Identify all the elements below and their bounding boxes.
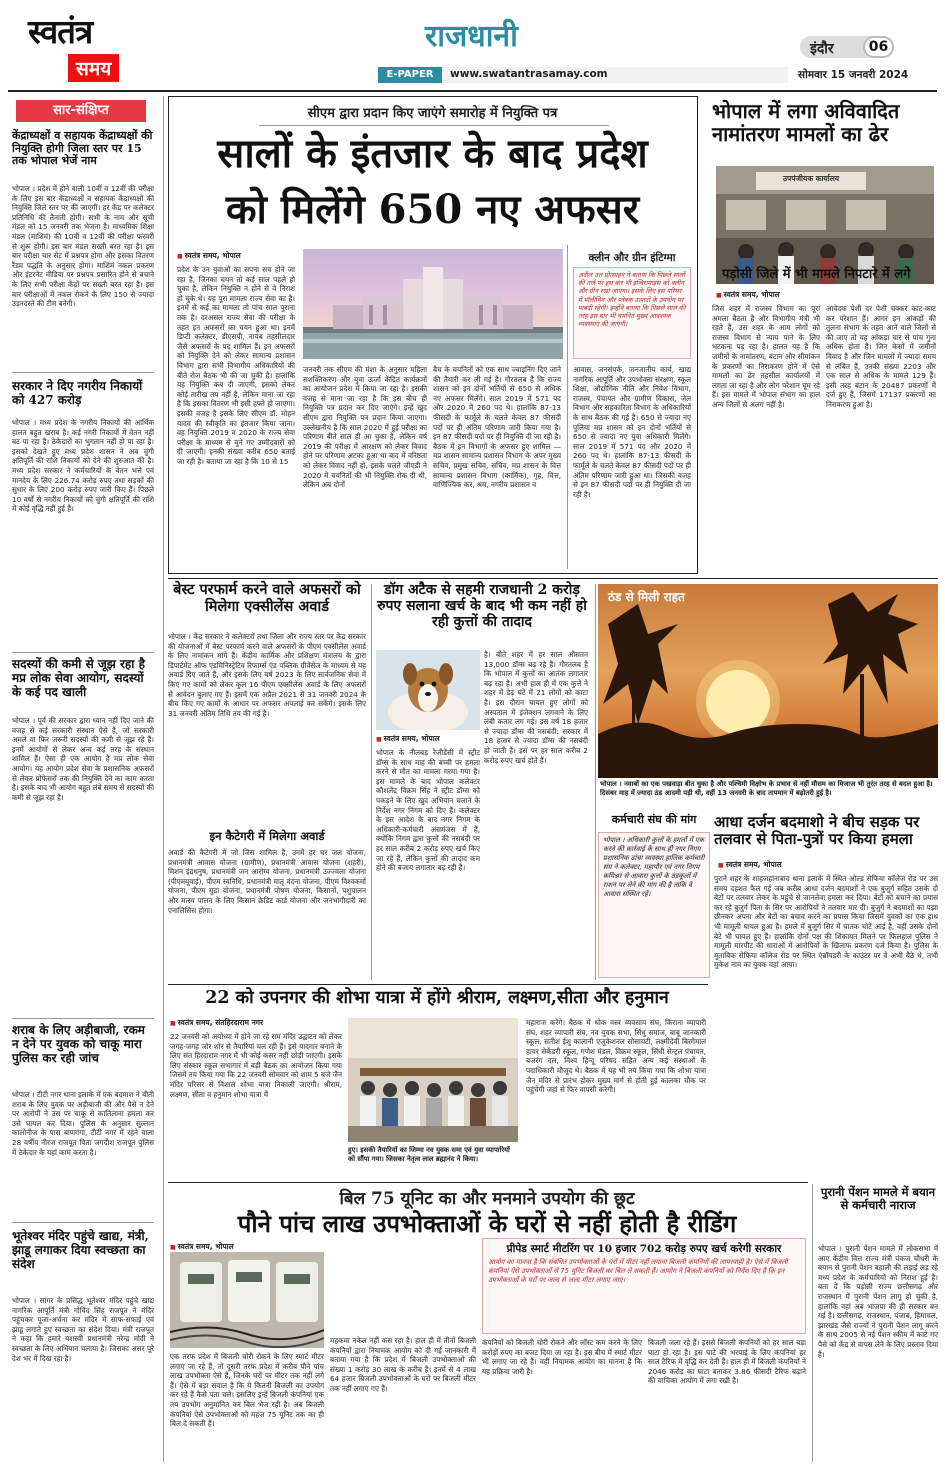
sidebar-headline-5: भूतेश्वर मंदिर पहुंचे खाद्य, मंत्री, झाडू लगाकर दिया स्वच्छता का संदेश: [12, 1229, 149, 1271]
awards-body: भोपाल । केंद्र सरकार ने कलेक्टरों तथा जिला और राज्य स्तर पर केंद्र सरकार की योजनाओं में बेस्ट परफार्म करने वाले अफसरों के पीएम एक्सीलेंस अवार्ड के लिए नामांकन मांगे हैं। केंद्रीय कार्मिक और प्रशिक्षण मंत्रालय के द्वारा डिपार्टमेंट ऑफ एडमिनिस्ट्रेटिव रिफार्म्स एंड पब्लिक ग्रीवेंसेज के माध्यम से यह अवार्ड दिए जाते हैं, और इसके लिए वर्ष 2023 के लिए सार्वजनिक सेवा में किए गए कामों को लेकर कुल 16 पीएम एक्सीलेंस अवार्ड के लिए अफसरों से आवेदन बुलाए गए हैं। इसमें एक अप्रैल 2021 से 31 जनवरी 2024 के बीच किए गए कामों के आधार पर अफसर अपलाई कर सकेंगे। इसके लिए 31 जनवरी अंतिम तिथि तय की गई है।: [168, 632, 366, 718]
meeting-photo: [348, 1018, 518, 1142]
sidebox-quote: अदील उत्त प्रोत्साहन ने बताया कि पिछले सालों की तर्ज पर इस बार भी इन्विरामाइस को क्लीन और ग्रीन रखा जाएगा। इसके लिए इस परिसर में पॉलीथिन और प्लेबक उत्पादों के उपयोग पर पाबंदी रहेगी। इन्होंने बताया कि पिछले साल की तरह इस बार भी चयनित मुख्य आवश्यक व्यवस्थाएं की जाएंगी।: [578, 271, 686, 329]
lead-col-1: प्रदेश के उन युवाओं का सपना सच होने जा रहा है, जिनका चयन तो कई साल पहले हो चुका है, लेकिन नियुक्ति न होने से वे निराश हो चुके थे। यह पूरा मामला राज्य सेवा का है। इनमें से कई का मामला तो पांच साल पुराना तक है। दरअसल राज्य सेवा की परीक्षा के तहत इन अफसरों का चयन हुआ था। इनमें डिप्टी कलेक्टर, डीएसपी, नायब तहसीलदार जैसे अफसरों के पद शामिल हैं। इन अफसरों को नियुक्ति देने को लेकर सामान्य प्रशासन विभाग द्वारा सभी विभागीय अधिकारियों की बीते रोज बैठक भी की जा चुकी है। हालांकि यह नियुक्ति कब दी जाएगी, इसको लेकर कोई तारीख तय नहीं है, लेकिन माना जा रहा है कि इसका वितरण भी इसी हफ्ते हो जाएगा। इसकी वजह है इसके लिए सीएम डॉ. मोहन यादव की स्वीकृति का इंतजार किया जाना। वह नियुक्ति 2019 व 2020 के राज्य सेवा परीक्षा के माध्यम से चुने गए उम्मीदवारों को दी जाएगी। इनकी संख्या करीब 650 बताई जा रही है। बताया जा रहा है कि 10 से 15: [177, 265, 295, 466]
sidebar-divider: [12, 1018, 154, 1019]
city-name: इंदौर: [810, 41, 834, 57]
attack-headline: आधा दर्जन बदमाशो ने बीच सड़क पर तलवार से पिता-पुत्रों पर किया हमला: [714, 813, 920, 849]
lead-story: [168, 96, 698, 574]
electric-col-4: बिजली जला रहे हैं। इससे बिजली कंपनियों को हर साल बड़ा घाटा हो रहा है। इस घाटे की भरपाई के लिए कंपनियां हर साल टैरिफ में वृद्धि कर देती हैं। हाल ही में बिजली कंपनियों ने 2046 करोड़ का घाटा बताकर 3.86 फीसदी टैरिफ बढ़ाने की याचिका आयोग में लगा रखी है।: [648, 1338, 806, 1386]
page-number: 06: [863, 36, 894, 58]
kicker-rule: [259, 125, 609, 126]
sun-photo-caption: भोपाल । नवाबों का एक पखवाड़ा बीत चुका है और पश्चिमी विक्षोभ के प्रभाव से नहीं मौसम का मिजाज भी तुरंत तरह से बदल हुआ है। दिसंबर माह में ज्यादा ठंड आदमी पड़ी थी, वहीं 13 जनवरी के बाद तापमान में बढ़ोतरी हुई है।: [600, 780, 933, 797]
sidebar-body-5: भोपाल । सागर के प्रसिद्ध भूतेश्वर मंदिर पहुंचे खाद्य नागरिक आपूर्ति मंत्री गोविंद सिंह राजपूत ने मंदिर पहुंचकर पूजा-अर्चना कर मंदिर में साफ-सफाई एवं झाडू लगाते हुए स्वच्छता का संदेश दिया। मंत्री राजपूत ने कहा कि हमारे यशस्वी प्रधानमंत्री नरेन्द्र मोदी ने स्वच्छता के लिए अभियान चलाया है। जिसका असर पूरे देश भर में दिख रहा है।: [12, 1296, 154, 1363]
right-top-story: [706, 96, 938, 574]
sidebar-body-2: भोपाल । मध्य प्रदेश के नगरीय निकायों की आर्थिक हालत बहुत खराब है। कई नगरी निकायों में वेतन नहीं बट पा रहा है। ठेकेदारों का भुगतान नहीं हो पा रहा है। इसको देखते हुए मध्य प्रदेश शासन ने अब चुंगी क्षतिपूर्ति की राशि निकायों को देने की शुरुआत की है। मध्य प्रदेश सरकार ने कर्मचारियों के वेतन भत्ते एवं मानदेय के लिए 226.74 करोड़ रुपए तथा सड़कों की सुधार के लिए 200 करोड़ रुपए जारी किए हैं। पिछले 10 वर्षों से नगरीय निकायों को चुंगी क्षतिपूर्ति की राशि में कोई वृद्धि नहीं हुई है।: [12, 418, 154, 514]
ram-headline: 22 को उपनगर की शोभा यात्रा में होंगे श्रीराम, लक्ष्मण,सीता और हनुमान: [205, 988, 669, 1008]
lead-kicker: सीएम द्वारा प्रदान किए जाएंगे समारोह में नियुक्ति पत्र: [307, 106, 558, 121]
pension-story: [818, 1186, 938, 1462]
meter-photo: [170, 1252, 324, 1348]
right-top-byline: ■ स्वतंत्र समय, भोपाल: [716, 290, 780, 300]
dog-story: [374, 582, 592, 980]
dog-col-2: है। बीते शहर में हर साल औसतन 13,000 डॉग्स बढ़ रहे हैं। गौरतलब है कि भोपाल में कुत्तों का आतंक लगातार बढ़ रहा है। अभी हाल ही में एक कुत्ते ने शहर में डेढ़ घंटे में 21 लोगों को काटा है। इस दौरान घायल हुए लोगों को अस्पताल में इंजेक्शन लगवाने के लिए लंबी कतार लग गई। इस वर्ष 18 हजार से ज्यादा डॉग्स की नसबंदी: सरकार में 18 हजार से ज्यादा डॉग्स की नसबंदी हो जाती है। इस पर हर साल करीब 2 करोड़ रुपए खर्च होते हैं।: [484, 650, 588, 765]
logo-top: स्वतंत्र: [28, 12, 93, 51]
sidebar-headline-3: सदस्यों की कमी से जूझ रहा है मप्र लोक सेवा आयोग, सदस्यों के कई पद खाली: [12, 657, 145, 699]
right-top-col-2: आवेदक पेशी दर पेशी चक्कर काट-काट कर परेशान हैं। आगर इन आंकड़ों की तुलना संभाग के तहत आने वाले जिलों से की जाए तो यह आंकड़ा चार से पांच गुना अधिक होता है। जिन केसों में जमीनों विवाद है और जिन मामलों में ज्यादा समय से लंबित हैं, उनकी संख्या 2203 और एक साल से अधिक के मामले 129 हैं। इसी तरह बंटान के 20487 प्रकरणों में दर्ज हुए हैं, जिसमें 17137 प्रकरणों का निराकरण हुआ है।: [826, 304, 936, 409]
sun-photo-block: [598, 584, 938, 810]
staff-box: [598, 812, 710, 980]
meeting-photo-caption: हुए। इसकी तैयारियों का जिम्मा नव युवक समा एवं युवा व्यापारियों को सौंपा गया। जिसका नेतृत्व लाल ब्रह्मानंद ने किया।: [348, 1146, 510, 1163]
ram-col-1: 22 जनवरी को अयोध्या में होने जा रहे राम मंदिर उद्घाटन को लेकर जगह-जगह जोर शोर से तैयारियां चल रही हैं। इसे यादगार बनाने के लिए संत हिरदाराम नगर में भी कोई कसर नहीं छोड़ी जाएगी। इसके लिए संस्कार स्कूल सभागार में बड़ी बैठक का आयोजन किया गया जिसमें तय किया गया कि 22 जनवरी सोमवार को शाम 5 बजे जैन मंदिर परिसर से विशाल शोभा यात्रा निकाली जाएगी। श्रीराम, लक्ष्मण, सीता व हनुमान शोभा यात्रा में: [170, 1032, 342, 1099]
ram-col-3: महाराज करेंगे। बैठक में थोक वस्त्र व्यवसाय संघ, किराना व्यापारी संघ, शहर व्यापारी संघ, नव युवक सभा, सिंधु समाज, बाबू जानकारी स्कूल, सतीश ईशु कालानी एजुकेशनल सोसायटी, लक्ष्मीदेवी बिरगेमाल हायर सेकेंडरी स्कूल, गणेश मंडल, विक्रम स्कूल, सिंधी सेन्ट्रल पंचायत, बजरंग दल, विश्व हिन्दू परिषद सहित अन्य कई संस्थाओं के पदाधिकारी मौजूद थे। बैठक में यह भी तय किया गया कि शोभा यात्रा जैन मंदिर से प्रारंभ होकर मुख्य मार्ग से होती हुई कालका चौक पर पहुंचेगी जहां से फिर वापसी करेगी।: [526, 1018, 706, 1095]
attack-byline: ■ स्वतंत्र समय, भोपाल: [718, 860, 782, 870]
lead-col-2: जनवरी तक सीएम की मंशा के अनुसार महिला सशक्तिकरण और युवा ऊर्जा केंद्रित कार्यक्रमों का आयोजन प्रदेश में किया जा रहा है। इसकी वजह से माना जा रहा है कि इस बीच ही नियुक्ति पत्र प्रदान कर दिए जाएंगे। इन्हें खुद सीएम द्वारा नियुक्ति पत्र प्रदान किया जाएगा। उल्लेखनीय है कि साल 2020 में हुई परीक्षा का परिणाम बीते साल ही आ चुका है, लेकिन वर्ष 2019 की परीक्षा में आरक्षण को लेकर विवाद होने पर परिणाम अटका हुआ था बाद में वरिष्ठता को लेकर विवाद नहीं हो, इसके चलते जीएडी ने 2020 में चयनितों की भी नियुक्ति रोक दी थी, लेकिन अब दोनों: [303, 365, 427, 490]
right-top-col-1: जिस शहर में राजस्व विभाग का पूरा अमला बैठता है और विभागीय मंत्री भी रहते हैं, उस शहर के आम लोगों को राजस्व विभाग से न्याय पाने के लिए भटकना पड़ रहा है। हालत यह है कि जमीनों के नामांतरण, बंटान और सीमांकन के प्रकरणों का निराकरण होने में ऐसे मामलों का ढेर तहसील कार्यालयों में लगता जा रहा है और लोग परेशान घूम रहे हैं। इस मामले में भोपाल संभाग का हाल अन्य जिलों से अलग नहीं है।: [712, 304, 820, 409]
website-link[interactable]: www.swatantrasamay.com: [450, 68, 608, 80]
lead-headline-line2: को मिलेंगे 650 नए अफसर: [225, 186, 640, 233]
col-rule: [371, 584, 372, 980]
pension-headline: पुरानी पेंशन मामले में बयान से कर्मचारी नाराज: [820, 1185, 936, 1213]
sunset-photo: [598, 584, 938, 778]
staff-title: कर्मचारी संघ की मांग: [611, 813, 697, 826]
electric-box-title: प्रीपेड स्मार्ट मीटरिंग पर 10 हजार 702 करोड़ रुपए खर्च करेगी सरकार: [506, 1243, 782, 1255]
staff-body: भोपाल । अधिकारी कुत्तों के हमलों में एक करने की कार्रवाई के साथ ही नगर निगम प्रशासनिक ढांचा व्यवस्था हालिक कर्मचारी संघ ने कलेक्टर, महापौर एवं नगर निगम कमिश्नर से आवारा कुत्तों के ठंडकूलों में राशन पर लेने की मांग की है ताकि वे आवारा संस्थित रहें।: [603, 836, 705, 898]
electric-box: [482, 1238, 806, 1334]
electric-kicker: बिल 75 यूनिट का और मनमाने उपयोग की छूट: [339, 1189, 635, 1209]
ram-byline: ■ स्वतंत्र समय, संतहिरदाराम नगर: [170, 1018, 263, 1028]
row-rule: [168, 578, 938, 579]
office-sign: उपपंजीयक कार्यालय: [782, 174, 840, 183]
sidebar-headline-4: शराब के लिए अड़ीबाजी, रकम न देने पर युवक को चाकू मारा पुलिस कर रही जांच: [12, 1023, 145, 1065]
sun-photo-tag: ठंड से मिली राहत: [608, 590, 685, 604]
electric-box-body: आयोग का मानना है कि संबंधित उपभोक्ताओं के घरों में मीटर नहीं लगाना बिजली कंपनियों की लापरवाही है। ऐसे में बिजली कंपनियां ऐसे उपभोक्ताओं से 75 यूनिट बिजली का बिल ले सकती हैं। आयोग ने बिजली कंपनियों को निर्देश दिए हैं कि इन उपभोक्ताओं के घरों पर जल्द से जल्द मीटर लगाए जाएं।: [488, 1258, 788, 1284]
attack-story: [714, 812, 938, 1180]
awards-headline: बेस्ट परफार्म करने वाले अफसरों को मिलेगा एक्सीलेंस अवार्ड: [173, 581, 361, 615]
sidebar: [8, 96, 160, 1462]
lead-col-rule: [567, 245, 568, 569]
row-rule: [168, 984, 708, 985]
sidebox: [573, 267, 691, 359]
row-rule: [168, 1182, 808, 1183]
lead-headline-line1: सालों के इंतजार के बाद प्रदेश: [217, 130, 648, 177]
dog-byline: ■ स्वतंत्र समय, भोपाल: [376, 734, 440, 744]
right-top-headline: भोपाल में लगा अविवादित नामांतरण मामलों का ढेर: [712, 99, 900, 146]
pension-body: भोपाल । पुरानी पेंशन मामले में लोकसभा में आए केंद्रीय वित्त राज्य मंत्री पंकज चौधरी के बयान से पुरानी पेंशन बहाली की लड़ाई लड़ रहे मध्य प्रदेश के कर्मचारियों को निराश हुई है। बता दें कि पड़ोसी राज्य छत्तीसगढ़ और राजस्थान में पुरानी पेंशन लागू हो चुकी है, हालांकि वहां अब भाजपा की ही सरकार बन गई है। छत्तीसगढ़, राजस्थान, पंजाब, हिमाचल, झारखंड जैसे राज्यों ने पुरानी पेंशन लागू करने के साथ 2005 से नई पेंशन स्कीम में काटे गए पैसे को केंद्र से वापस लेने के लिए प्रस्ताव दिया है।: [818, 1244, 938, 1359]
logo-bottom: समय: [68, 54, 119, 82]
building-photo: [303, 249, 563, 359]
section-title: राजधानी: [425, 19, 518, 54]
sidebar-divider: [12, 372, 154, 373]
issue-date: सोमवार 15 जनवरी 2024: [798, 69, 909, 81]
sidebar-divider: [12, 652, 154, 653]
dog-col-1: भोपाल के नीलबड़ रेजीडेंसी में स्ट्रीट डॉग्स के साथ माह की बच्ची पर हमला करने से मौत का मामला गरमा गया है। इस मामले के बाद भोपाल कलेक्टर कौशलेंद्र विक्रम सिंह ने स्ट्रीट डॉग्स को पकड़ने के लिए खुद अभियान चलाने के निर्देश नगर निगम को दिए हैं। कलेक्टर के इस आदेश के बाद नगर निगम के अधिकारी-कर्मचारी असमंजस में हैं, क्योंकि निगम द्वारा कुत्तों की नसबंदी पर हर साल करीब 2 करोड़ रुपए खर्च किए जा रहे हैं, लेकिन कुत्तों की तादाद कम होने की बजाय लगातार बढ़ रही है।: [376, 748, 480, 873]
dog-headline: डॉग अटैक से सहमी राजधानी 2 करोड़ रुपए सलाना खर्च के बाद भी कम नहीं हो रही कुत्तों की तादाद: [377, 582, 587, 631]
col-rule: [595, 584, 596, 980]
staff-body-box: [598, 832, 710, 978]
lead-col-3: बैच के चयनितों को एक साथ ज्वाइनिंग दिए जाने की तैयारी कर ली गई है। गौरतलब है कि राज्य शासन को इन दोनों भर्तियों से 650 से अधिक नए अफसर मिलेंगे। साल 2019 में 571 पद और 2020 में 260 पद थे। हालांकि 87-13 फीसदी के फार्मूले के चलते केवल 87 फीसदी पदों पर ही अंतिम परिणाम जारी किया गया है। इन 87 फीसदी पदों पर ही नियुक्ति दी जा रही है। बैठक में इन विभागों के अफसर हुए शामिल — मप्र शासन सामान्य प्रशासन विभाग के अपर मुख्य सचिव, प्रमुख सचिव, सचिव, मप्र शासन के वित्त सामान्य प्रशासन विभाग (कार्मिक), गृह, वित्त, वाणिज्यिक कर, श्रम, नगरीय प्रशासन व: [433, 365, 561, 490]
attack-body: पुराने शहर के शाहजहांनाबाद थाना इलाके में स्थित ओल्ड सेफिया कॉलेज रोड पर उस समय दहशत फैल गई जब करीब आधा दर्जन बदमाशों ने एक बुजुर्ग सहित उसके दो बेटों पर तलवार लेकर के पहुंचे से जानलेवा हमला कर दिया। बेटों को बचाने का प्रयास कर रहे बुजुर्ग पिता के सिर पर आरोपियों ने तलवार मार दी। बुजुर्ग ने बदमाशों का पझा छीनकर अपना और बेटों का बचाव करने का प्रयास किया जिसमें युवकों का एक हाथ भी मामूली घायल हुआ है। हमले में बुजुर्ग सिर में घातक चोटें आई है, वहीं उसके दोनों बेटे भी घायल हुए हैं। हालांकि दोनों पक्ष की शिकायत मिलने पर फिलहाल पुलिस ने मामूली मारपीट की धाराओं में आरोपियों के खिलाफ प्रकरण दर्ज किया है। पुलिस के मुताबिक सेफिया कॉलेज रोड पर स्थित एंब्रॉयडरी के काउंटर पर वे अभी बैठे थे, तभी मुकेश नाम का युवक वहां आया।: [714, 874, 938, 970]
awards-story: [166, 582, 368, 980]
sidebar-header: सार-संक्षिप्त: [16, 100, 146, 122]
lead-byline: ■ स्वतंत्र समय, भोपाल: [177, 251, 241, 261]
col-rule: [812, 1184, 813, 1462]
sidebar-body-1: भोपाल । प्रदेश में होने वाली 10वीं व 12वीं की परीक्षा के लिए इस बार केंद्राध्यक्षों व सहायक केंद्राध्यक्षों की नियुक्ति जिले स्तर पर की जाएगी। हर केंद्र पर कलेक्टर प्रतिनिधि की तैनाती होगी। सभी के नाम और सूची मंडल को 15 जनवरी तक भेजना है। माध्यमिक शिक्षा मंडल (माशिमं) की 10वीं व 12वीं की परीक्षा फरवरी से शुरू होगी। इस बार मंडल सख्ती बरत रहा है। इस बार परीक्षा चार सेट में प्रश्नपत्र होगा और इसका वितरण रैंडम पद्धति के अनुसार होगा। माशिमं नकल प्रकरण और इंटरनेट मीडिया पर प्रश्नपत्र प्रसारित होने से बचाने के लिए सभी परीक्षा केंद्रों पर सख्ती बरत रहा है। इस बार परीक्षाओं में नकल रोकने के लिए 150 से ज्यादा उड़नदस्ते की टीम बनेगी।: [12, 184, 154, 309]
electric-byline: ■ स्वतंत्र समय, भोपाल: [170, 1242, 234, 1252]
sidebar-body-3: भोपाल । पूर्व की सरकार द्वारा ध्यान नहीं दिए जाने की वजह से कई सरकारी संस्थान ऐसे हैं, जो सरकारी अमले या फिर जरूरी सदस्यों की कमी से जूझ रहे हैं। इनमें आयोगों से लेकर अन्य कई तरह के संस्थान शामिल हैं। ऐसा ही एक आयोग है मप्र लोक सेवा आयोग। यह आयोग प्रदेश सेवा के प्रशासनिक अफसरों से लेकर प्रोफेसरों तक की नियुक्ति देने का काम करता है। इसके बाद भी आयोग बहुत लंबे समय से सदस्यों की कमी से जूझ रहा है।: [12, 716, 154, 802]
masthead-rule: [8, 90, 937, 92]
awards-body-2: अवार्ड की कैटेगरी में जो जिस शामिल है, उनमें हर घर जल योजना, प्रधानमंत्री आवास योजना (ग्रामीण), प्रधानमंत्री आवास योजना (शहरी), मिशन इंद्रधनुष, प्रधानमंत्री जन आरोग्य योजना, प्रधानमंत्री उज्ज्वला योजना (पीएमयूवाई), पीएम स्वनिधि, प्रधानमंत्री मातृ वंदना योजना, पीएम विश्वकर्मा योजना, पीएम मुद्रा योजना, प्रधानमंत्री पोषण योजना, किसानों, पशुपालन और मत्स्य पालन के लिए किसान क्रेडिट कार्ड योजना और जनभागीदारी का एनालिसिस होगा।: [168, 848, 366, 915]
logo: [28, 8, 148, 88]
dog-photo: [376, 650, 480, 730]
electric-col-1: एक तरफ प्रदेश में बिजली चोरी रोकने के लिए स्मार्ट मीटर लगाए जा रहे हैं, तो दूसरी तरफ प्रदेश में करीब पौने पांच लाख उपभोक्ता ऐसे हैं, जिनके घरों पर मीटर तक नहीं लगे हैं। ऐसे में बड़ा सवाल है कि ये कितनी बिजली का उपयोग कर रहे हैं कैसे पता चले। इसलिए इन्हें बिजली कंपनियां एक तय उपभोग अनुमानित कर बिल भेज रही है। अब बिजली कंपनियां ऐसे उपभोक्ताओं को महज 75 यूनिट तक का ही बिल दे सकती हैं।: [170, 1352, 324, 1429]
sidebar-divider: [12, 1222, 154, 1223]
epaper-label: E-PAPER: [378, 67, 442, 83]
electric-story: [166, 1186, 808, 1464]
right-top-subhead: पड़ोसी जिले में भी मामले निपटारे में लगे: [722, 267, 911, 282]
electric-headline: पौने पांच लाख उपभोक्ताओं के घरों से नहीं होती है रीडिंग: [237, 1209, 737, 1238]
lead-col-4: आवास, जनसंपर्क, जनजातीय कार्य, खाद्य नागरिक आपूर्ति और उपभोक्ता संरक्षण, स्कूल शिक्षा, औद्योगिक नीति और निवेश विभाग, राजस्व, पंचायत और ग्रामीण विकास, जेल विभाग और सहकारिता विभाग के अधिकारियों के साथ बैठक की गई है। 650 से ज्यादा नए पुलिया मप्र शासन को इन दोनों भर्तियों से 650 से ज्यादा नए युवा अधिकारी मिलेंगे। साल 2019 में 571 पद और 2020 में 260 पद थे। हालांकि 87-13 फीसदी के फार्मूले के चलते केवल 87 फीसदी पदों पर ही अंतिम परिणाम जारी हुआ था। जिसकी वजह से इन 87 फीसदी पदों पर ही नियुक्ति दी जा रही है।: [573, 365, 691, 499]
electric-col-2: महकमा नकेल नहीं कस रहा है। हाल ही में तीनों बिजली कंपनियों द्वारा नियामक आयोग को दी गई जानकारी में बताया गया है कि प्रदेश में बिजली उपभोक्ताओं की संख्या 1 करोड़ 30 लाख के करीब है। इनमें से 4 लाख 64 हजार बिजली उपभोक्ताओं के घरों पर बिजली मीटर तक नहीं लगाए गए हैं।: [330, 1336, 476, 1393]
sidebar-column-rule: [163, 96, 164, 1462]
sidebar-headline-1: केंद्राध्यक्षों व सहायक केंद्राध्यक्षों की नियुक्ति होगी जिला स्तर पर 15 तक भोपाल भेजें नाम: [12, 129, 153, 168]
ram-story: [166, 988, 708, 1178]
electric-col-3: कंपनियों को बिजली चोरी रोकने और लॉस्ट कम करने के लिए करोड़ों रुपए का बजट दिया जा रहा है। इस बीच में स्मार्ट मीटर भी लगाए जा रहे हैं। वहीं नियामक आयोग का मानना है कि यह प्रक्रिया जारी है।: [482, 1338, 642, 1376]
masthead: [0, 0, 945, 92]
sidebar-headline-2: सरकार ने दिए नगरीय निकायों को 427 करोड़: [12, 379, 143, 407]
sidebar-body-4: भोपाल । टीटी नगर थाना इलाके में एक बदमाश ने बीती शराब के लिए युवक पर अड़ीबाजी की और पैसे न देने पर आरोपी ने उस पर चाकू से कातिलाना हमला कर उसे घायल कर दिया। पुलिस के अनुसार सुल्तान कालोनीज के पास बाणगंगा, टीटी नगर में रहने वाला 28 वर्षीय नीरज राजपूत पिता जगदीश राजपूत पुलिस में ठेकेदार के यहां काम करता है।: [12, 1090, 154, 1157]
sidebox-title: क्लीन और ग्रीन इंटिग्मा: [588, 252, 676, 264]
awards-subhead: इन कैटेगरी में मिलेगा अवार्ड: [209, 829, 325, 843]
